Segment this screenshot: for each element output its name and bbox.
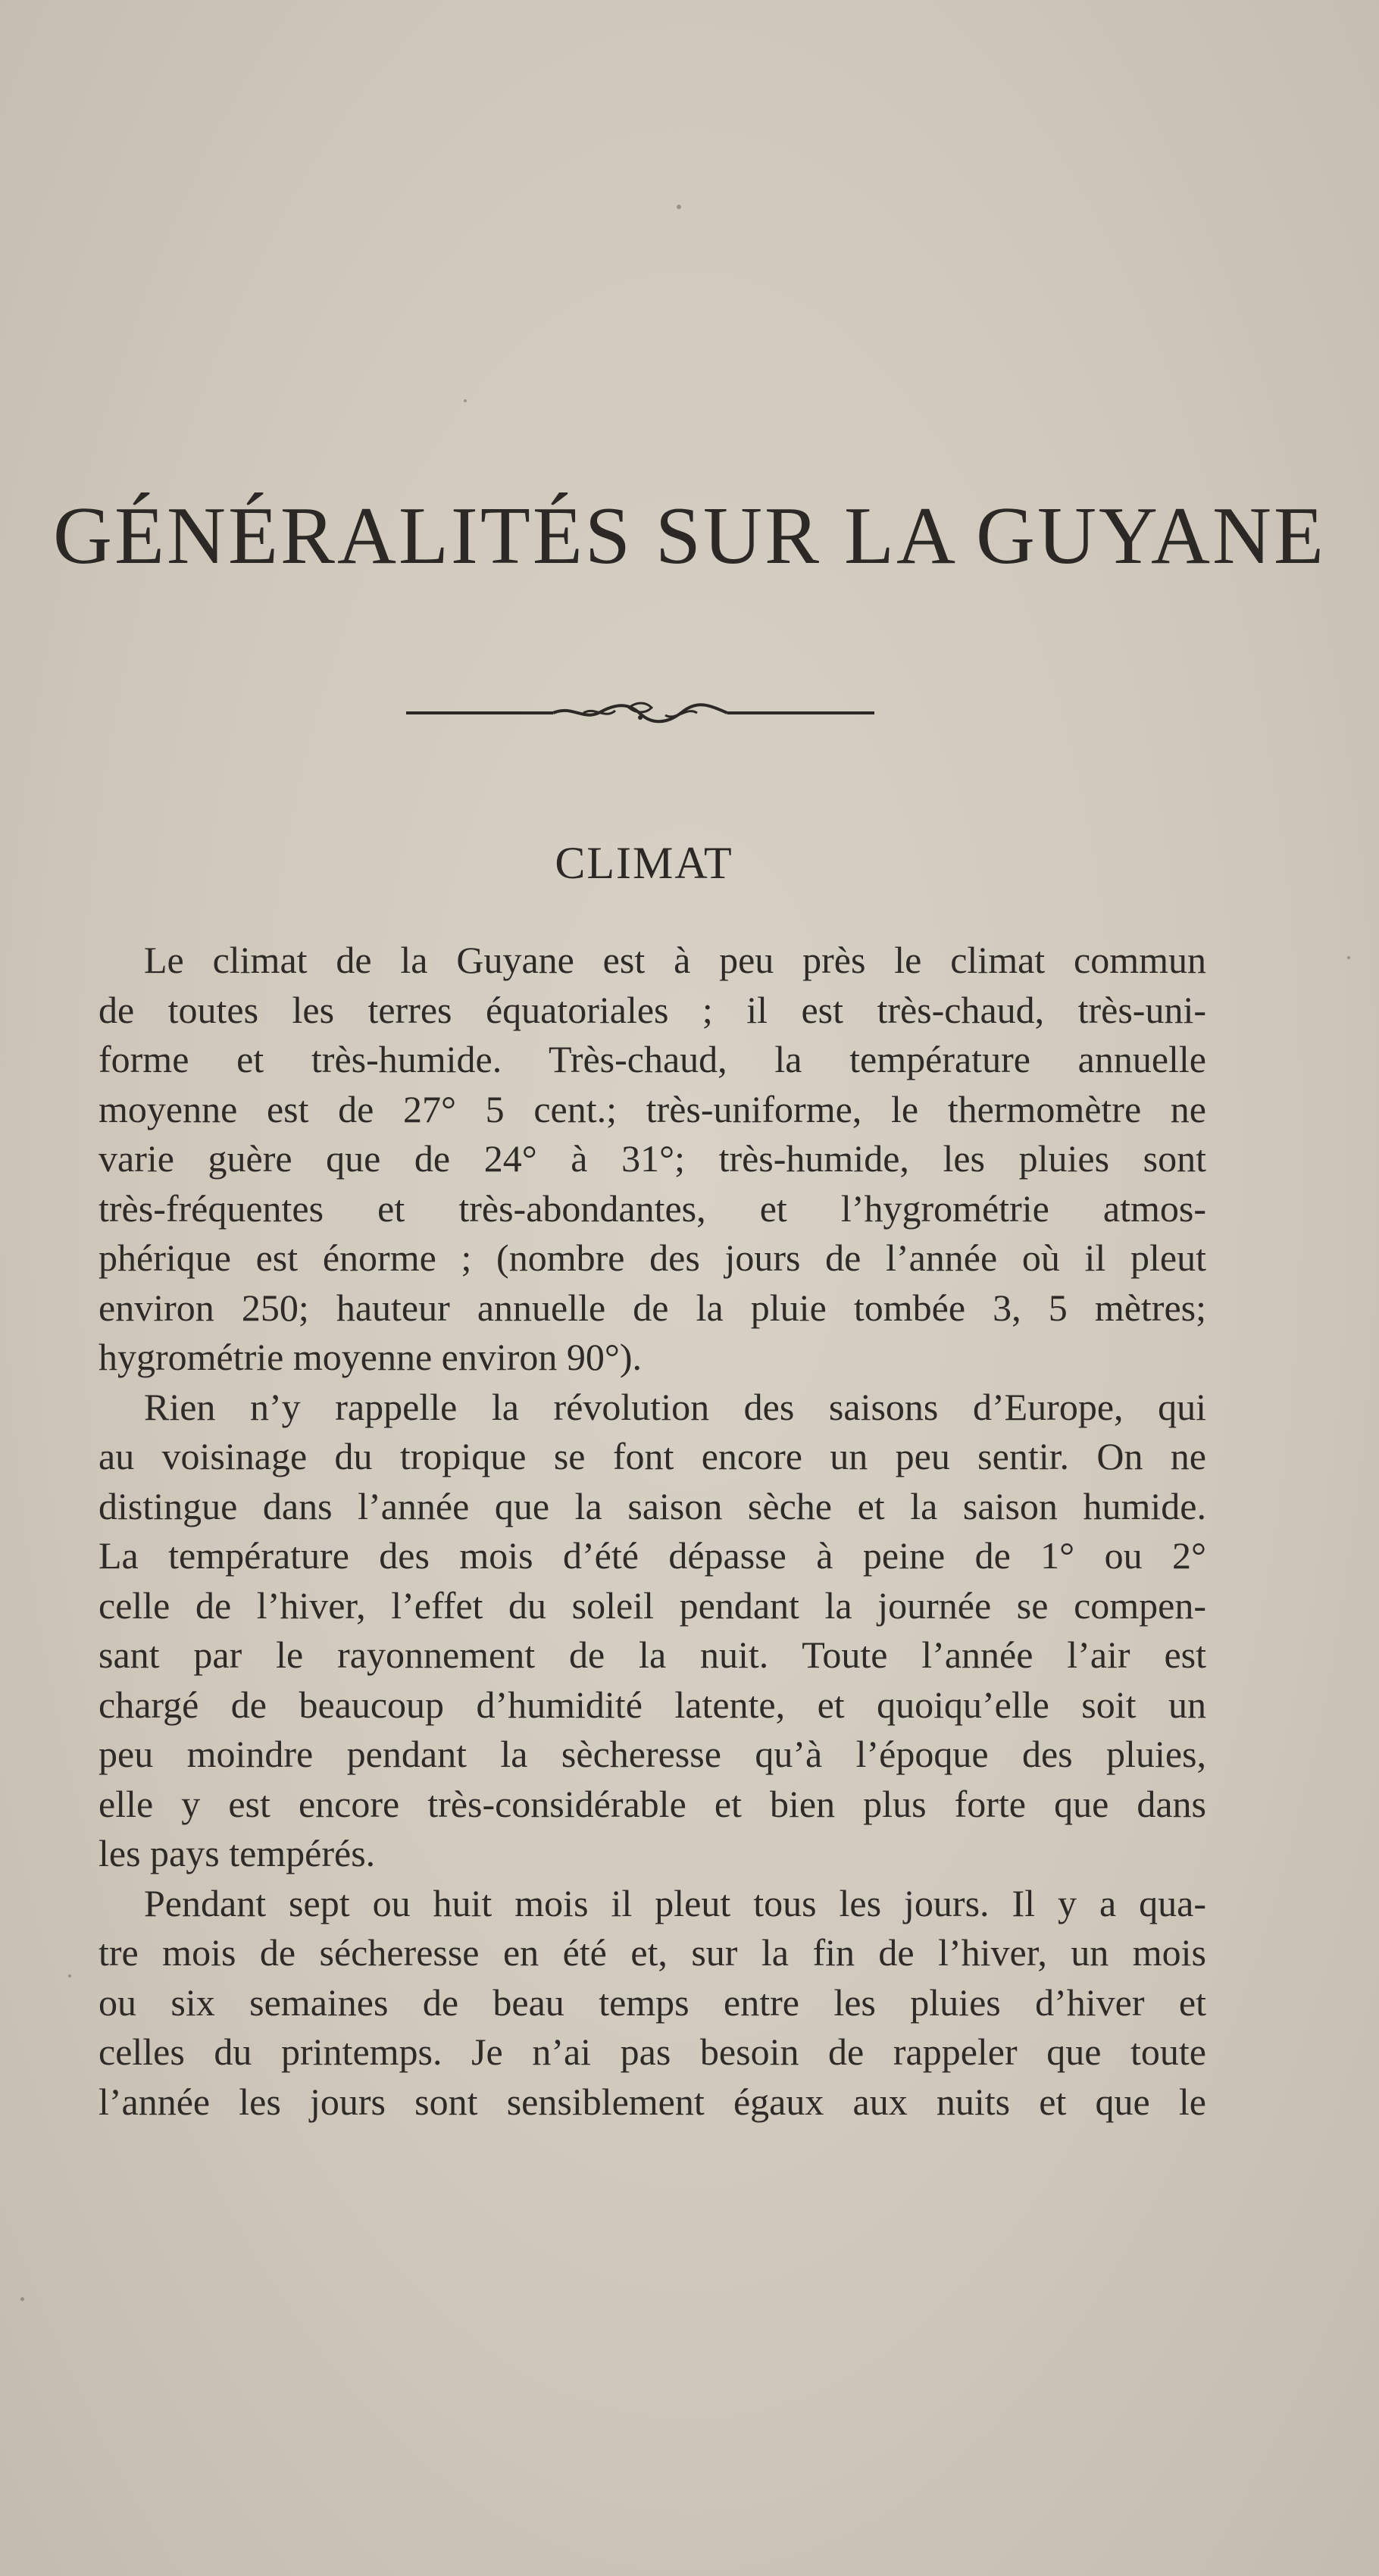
- text-line: l’année les jours sont sensiblement égaux aux nuits et que le: [98, 2080, 1206, 2123]
- text-line: au voisinage du tropique se font encore un peu sentir. On ne: [98, 1435, 1206, 1477]
- ornament-divider-icon: [402, 697, 879, 727]
- section-heading: CLIMAT: [555, 838, 733, 888]
- text-line: très-fréquentes et très-abondantes, et l’hygrométrie atmos-: [98, 1186, 1206, 1230]
- text-line: distingue dans l’année que la saison sèche et la saison humide.: [98, 1484, 1206, 1527]
- text-line: hygrométrie moyenne environ 90°).: [98, 1336, 643, 1378]
- paper-speck: [464, 399, 467, 402]
- text-line: Pendant sept ou huit mois il pleut tous les jours. Il y a qua-: [144, 1881, 1206, 1924]
- body-text: [98, 936, 1206, 2127]
- text-line: ou six semaines de beau temps entre les pluies d’hiver et: [98, 1980, 1206, 2024]
- page-title: GÉNÉRALITÉS SUR LA GUYANE: [53, 491, 1326, 581]
- paper-speck: [677, 205, 681, 209]
- text-line: de toutes les terres équatoriales ; il est très-chaud, très-uni-: [98, 988, 1206, 1031]
- text-line: moyenne est de 27° 5 cent.; très-uniforme, le thermomètre ne: [98, 1087, 1206, 1130]
- text-line: environ 250; hauteur annuelle de la pluie tombée 3, 5 mètres;: [98, 1286, 1206, 1329]
- text-line: forme et très-humide. Très-chaud, la température annuelle: [98, 1038, 1206, 1080]
- text-line: celles du printemps. Je n’ai pas besoin de rappeler que toute: [98, 2030, 1206, 2073]
- text-line: tre mois de sécheresse en été et, sur la fin de l’hiver, un mois: [98, 1931, 1206, 1974]
- text-line: varie guère que de 24° à 31°; très-humide, les pluies sont: [98, 1137, 1206, 1180]
- text-line: peu moindre pendant la sècheresse qu’à l’époque des pluies,: [98, 1733, 1206, 1775]
- text-line: chargé de beaucoup d’humidité latente, et quoiqu’elle soit un: [98, 1683, 1206, 1726]
- paper-speck: [68, 1974, 71, 1977]
- text-line: les pays tempérés.: [98, 1832, 376, 1874]
- text-line: La température des mois d’été dépasse à peine de 1° ou 2°: [98, 1534, 1206, 1577]
- text-line: sant par le rayonnement de la nuit. Toute l’année l’air est: [98, 1633, 1206, 1676]
- text-line: phérique est énorme ; (nombre des jours de l’année où il pleut: [98, 1236, 1206, 1279]
- text-line: elle y est encore très-considérable et bien plus forte que dans: [98, 1782, 1206, 1825]
- text-line: celle de l’hiver, l’effet du soleil pendant la journée se compen-: [98, 1583, 1206, 1627]
- paper-speck: [1347, 956, 1350, 959]
- text-line: Rien n’y rappelle la révolution des saisons d’Europe, qui: [144, 1385, 1206, 1428]
- paper-speck: [20, 2297, 24, 2301]
- text-line: Le climat de la Guyane est à peu près le climat commun: [144, 939, 1206, 981]
